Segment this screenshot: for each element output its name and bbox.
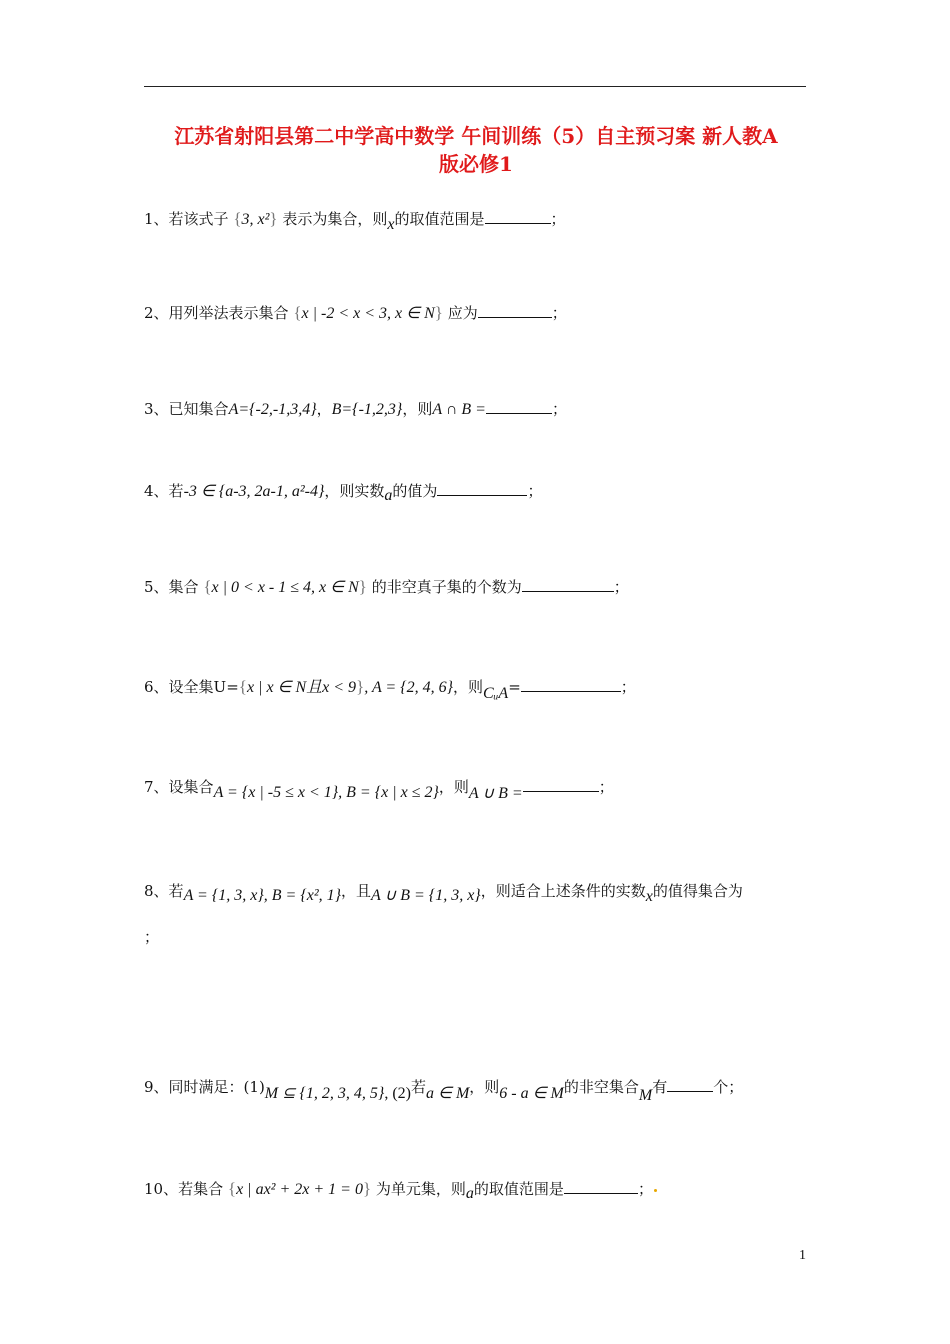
math-expression: CᵤA (483, 685, 509, 702)
math-expression: A = {x | -5 ≤ x < 1} (213, 784, 339, 801)
question-text: 集合 (168, 578, 199, 596)
question-number: 5、 (144, 578, 169, 596)
question-text: 若 (410, 1078, 426, 1096)
answer-blank[interactable] (523, 777, 599, 792)
math-expression: 3, x² (241, 211, 270, 228)
question-text: 的值为 (392, 482, 438, 500)
question-text: 应为 (447, 304, 478, 322)
question-text: 的取值范围是 (473, 1180, 564, 1198)
question-text: ，则 (453, 678, 484, 696)
question-text: 用列举法表示集合 (168, 304, 289, 322)
title-line-2: 版必修1 (439, 152, 513, 176)
answer-blank[interactable] (485, 209, 551, 224)
question-text: 有 (652, 1078, 668, 1096)
question-number: 1、 (144, 210, 169, 228)
math-expression: A={-2,-1,3,4} (228, 401, 317, 418)
question-text: ，则适合上述条件的实数 (480, 882, 646, 900)
question-end: 个； (713, 1078, 744, 1096)
answer-blank[interactable] (478, 303, 552, 318)
math-variable: x (387, 216, 395, 233)
math-variable: a (384, 487, 393, 504)
question-number: 9、 (144, 1078, 169, 1096)
question-text: 若集合 (178, 1180, 224, 1198)
question-number: 7、 (144, 778, 169, 796)
math-expression: B={-1,2,3} (331, 401, 403, 418)
question-2: 2、用列举法表示集合 {x | -2 < x < 3, x ∈ N} 应为 ； (144, 303, 567, 322)
question-end: ； (598, 778, 614, 796)
answer-blank[interactable] (486, 399, 552, 414)
math-expression: , B = {x², 1} (263, 887, 342, 904)
question-text: 已知集合 (168, 400, 229, 418)
math-expression: A ∪ B = {1, 3, x} (371, 887, 481, 904)
math-expression: -3 ∈ {a-3, 2a-1, a²-4} (183, 483, 325, 500)
question-end: ； (620, 678, 636, 696)
title-line-1: 江苏省射阳县第二中学高中数学 午间训练（5）自主预习案 新人教A (174, 124, 778, 148)
math-expression: 6 - a ∈ M (499, 1085, 564, 1102)
question-text: 同时满足：(1) (168, 1078, 265, 1096)
question-number: 4、 (144, 482, 169, 500)
question-text: 的取值范围是 (394, 210, 485, 228)
question-end: ； (551, 400, 567, 418)
question-text: 的非空集合 (563, 1078, 639, 1096)
question-end: ； (550, 210, 566, 228)
question-end: ； (637, 1180, 653, 1198)
question-text: 的非空真子集的个数为 (371, 578, 522, 596)
question-text: 表示为集合，则 (282, 210, 388, 228)
question-6: 6、设全集U={x | x ∈ N且x < 9}, A = {2, 4, 6}，则CᵤA= ； (144, 677, 636, 702)
math-expression: A = {1, 3, x} (183, 887, 264, 904)
question-8 (144, 880, 824, 908)
math-expression: x | -2 < x < 3, x ∈ N (301, 305, 435, 322)
question-end: ； (527, 482, 543, 500)
question-4 (144, 480, 824, 507)
question-end: ； (613, 578, 629, 596)
question-text: 若 (168, 482, 184, 500)
answer-blank[interactable] (437, 481, 527, 496)
question-7 (144, 776, 824, 805)
math-expression: x | 0 < x - 1 ≤ 4, x ∈ N (211, 579, 359, 596)
question-text: 为单元集，则 (375, 1180, 466, 1198)
math-expression: A ∩ B = (432, 401, 486, 418)
question-text: ，则 (402, 400, 433, 418)
question-text: ，则 (469, 1078, 500, 1096)
header-rule (144, 86, 806, 87)
math-expression: , (2) (384, 1085, 411, 1102)
question-text: 设全集U= (168, 678, 239, 696)
answer-blank[interactable] (667, 1077, 713, 1092)
question-number: 3、 (144, 400, 169, 418)
math-expression: M ⊆ {1, 2, 3, 4, 5} (264, 1085, 385, 1102)
math-variable: x (645, 888, 653, 905)
question-number: 6、 (144, 678, 169, 696)
question-8-end: ； (144, 928, 160, 946)
question-text: ，则实数 (324, 482, 385, 500)
math-expression: , B = {x | x ≤ 2} (338, 784, 439, 801)
question-number: 2、 (144, 304, 169, 322)
page-number: 1 (799, 1248, 806, 1263)
question-text: ，则 (438, 778, 469, 796)
separator: ， (316, 400, 332, 418)
question-number: 8、 (144, 882, 169, 900)
decorative-dot (654, 1189, 657, 1192)
question-1: 1、若该式子 {3, x²} 表示为集合，则x的取值范围是 ； (144, 209, 566, 233)
answer-blank[interactable] (522, 577, 614, 592)
math-variable: a (465, 1185, 474, 1202)
question-9 (144, 1076, 824, 1107)
math-expression: x | ax² + 2x + 1 = 0 (236, 1181, 363, 1198)
math-variable: M (638, 1087, 653, 1104)
question-text: 若 (168, 882, 184, 900)
question-text: 的值得集合为 (652, 882, 743, 900)
question-3 (144, 398, 824, 421)
math-expression: A ∪ B = (468, 785, 523, 802)
question-text: ，且 (341, 882, 372, 900)
question-text: = (508, 678, 521, 696)
question-10: 10、若集合 {x | ax² + 2x + 1 = 0} 为单元集，则a的取值范围是 ； (144, 1178, 824, 1205)
math-expression: a ∈ M (426, 1085, 470, 1102)
question-text: 若该式子 (168, 210, 229, 228)
question-text: 设集合 (168, 778, 214, 796)
question-end: ； (551, 304, 567, 322)
question-number: 10、 (144, 1180, 179, 1198)
math-expression: , A = {2, 4, 6} (364, 679, 454, 696)
math-expression: x | x ∈ N且x < 9 (246, 679, 357, 696)
page-title (140, 122, 812, 178)
answer-blank[interactable] (521, 677, 621, 692)
question-5: 5、集合 {x | 0 < x - 1 ≤ 4, x ∈ N} 的非空真子集的个数为 ； (144, 577, 629, 596)
answer-blank[interactable] (564, 1179, 638, 1194)
